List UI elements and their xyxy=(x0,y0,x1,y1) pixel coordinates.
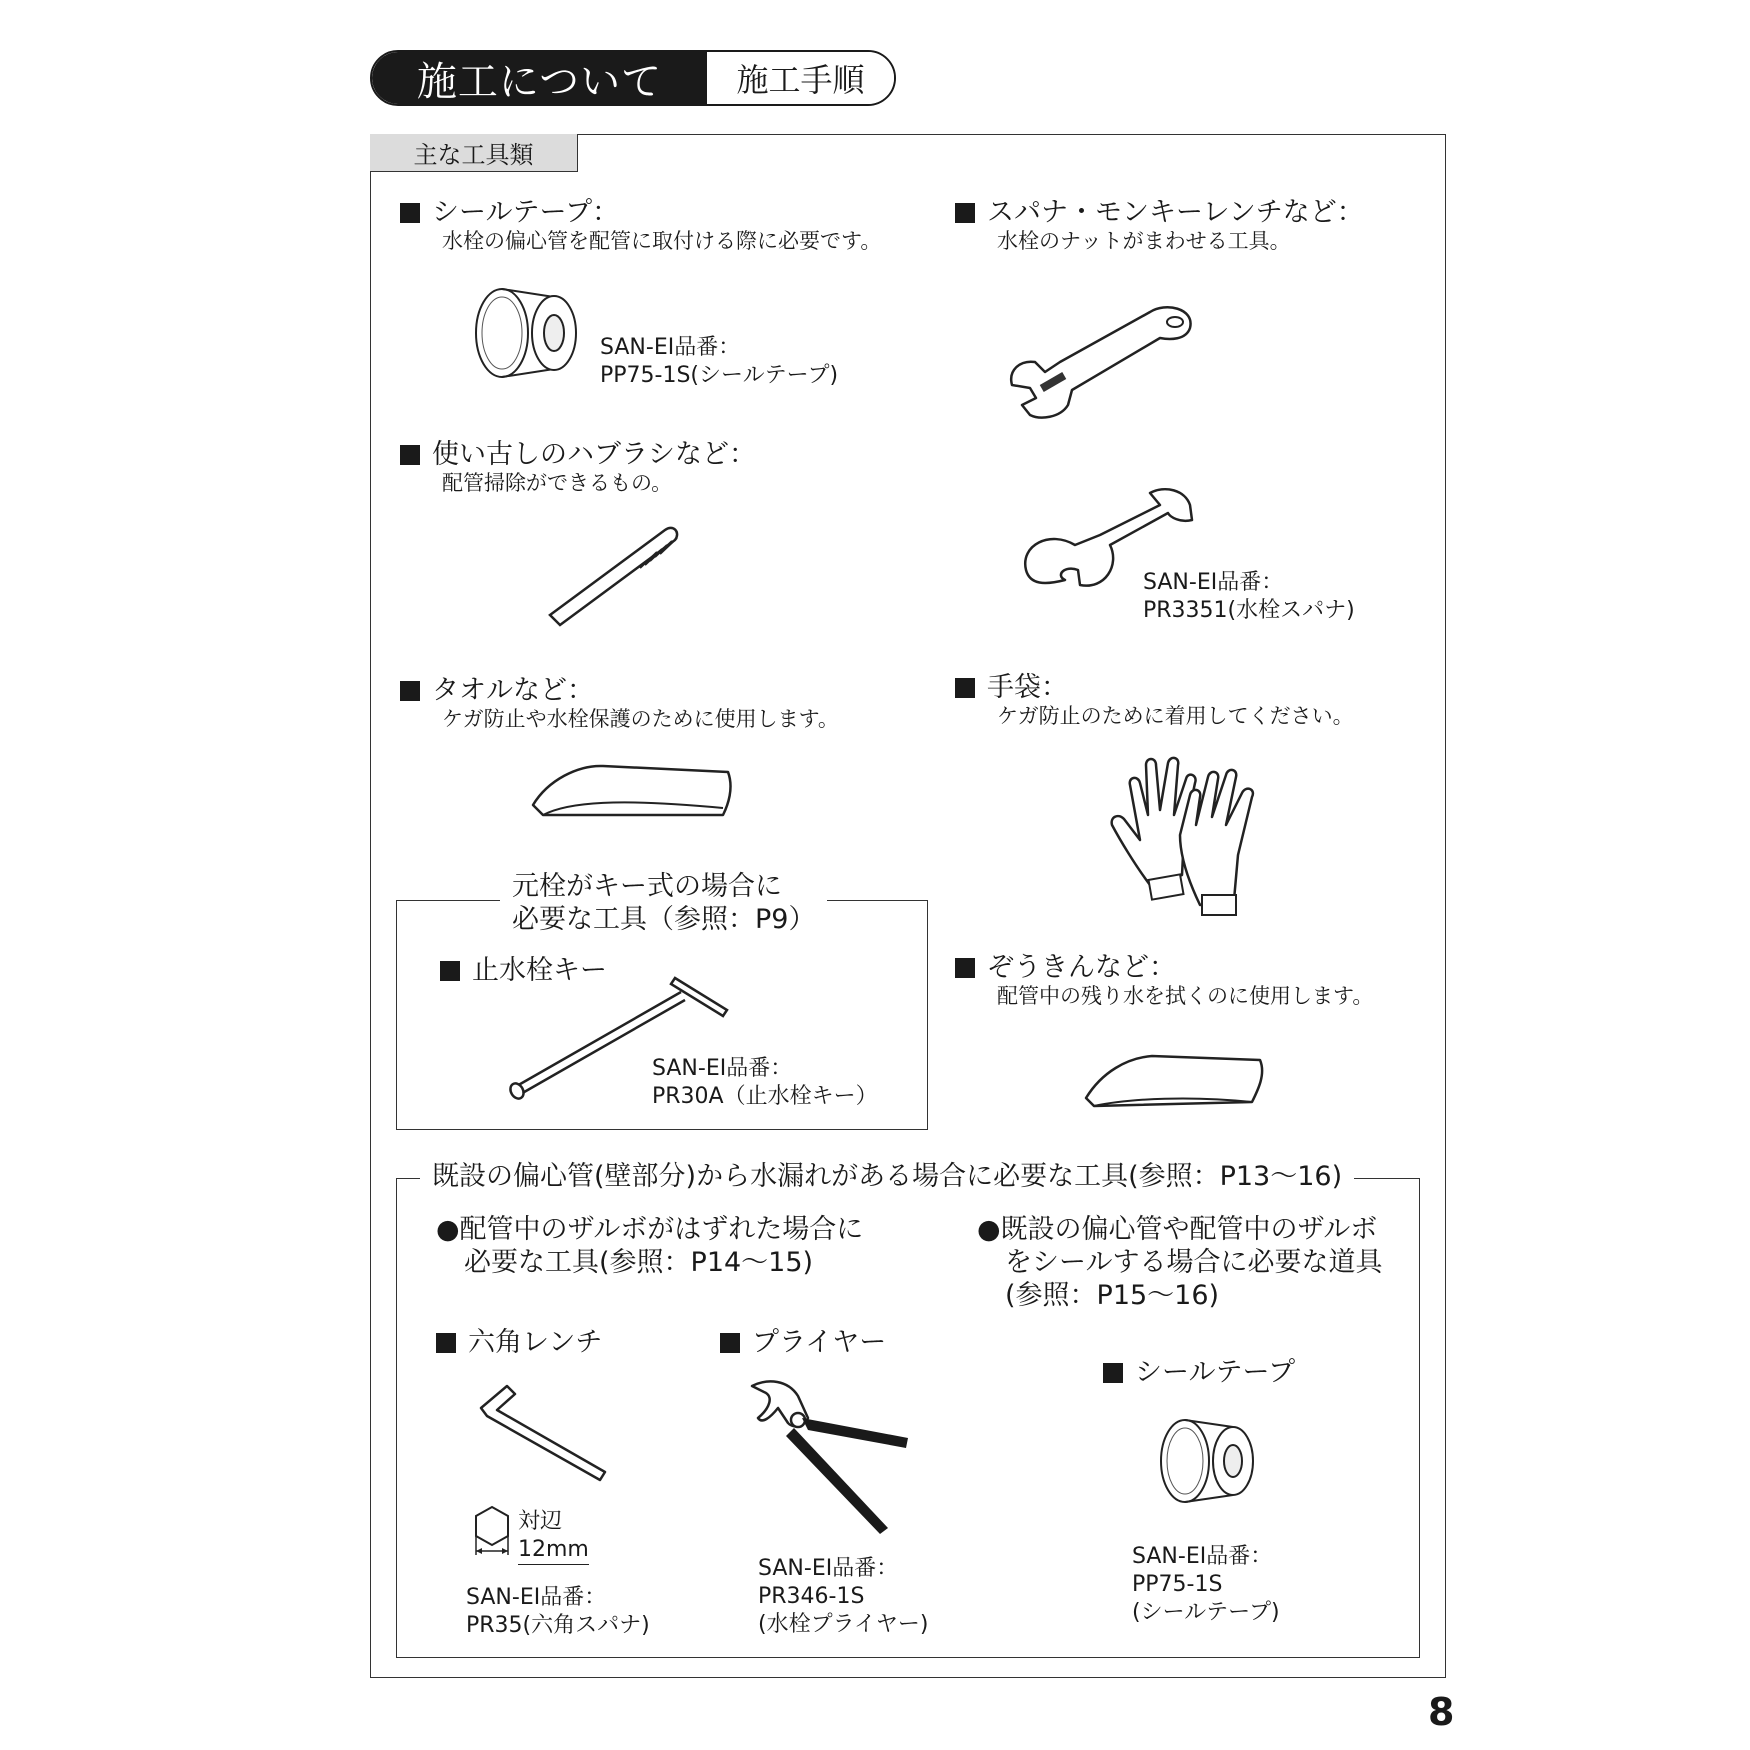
page-number: 8 xyxy=(1428,1690,1455,1734)
hex-wrench-title: 六角レンチ xyxy=(436,1320,602,1359)
section-header xyxy=(370,50,896,106)
hexagon-size-icon xyxy=(472,1505,522,1565)
hex-size-value: 12mm xyxy=(518,1536,589,1565)
section-subtitle: 施工手順 xyxy=(707,52,894,104)
seal-tape-2-part-label: SAN-EI品番： xyxy=(1132,1544,1273,1569)
seal-tape-title: シールテープ： xyxy=(400,190,619,229)
stop-valve-key-part-label: SAN-EI品番： xyxy=(652,1056,793,1081)
seal-tape-2-part-name: (シールテープ) xyxy=(1132,1600,1280,1625)
stop-valve-key-part-no: PR30A（止水栓キー） xyxy=(652,1084,878,1109)
hex-size-label: 対辺 xyxy=(518,1509,563,1534)
square-bullet-icon xyxy=(440,961,460,981)
towel-desc: ケガ防止や水栓保護のために使用します。 xyxy=(442,707,839,731)
square-bullet-icon xyxy=(955,203,975,223)
square-bullet-icon xyxy=(720,1333,740,1353)
square-bullet-icon xyxy=(400,681,420,701)
key-box-legend: 元栓がキー式の場合に 必要な工具（参照：P9） xyxy=(500,870,827,936)
spanner-part-no: PR3351(水栓スパナ) xyxy=(1143,598,1355,623)
seal-tape-part-label: SAN-EI品番： xyxy=(600,335,741,360)
toothbrush-desc: 配管掃除ができるもの。 xyxy=(442,471,673,495)
gloves-icon xyxy=(1110,755,1260,915)
square-bullet-icon xyxy=(1103,1363,1123,1383)
spanner-desc: 水栓のナットがまわせる工具。 xyxy=(997,229,1291,253)
toothbrush-title: 使い古しのハブラシなど： xyxy=(400,432,756,471)
rag-title: ぞうきんなど： xyxy=(955,945,1176,984)
pliers-part-label: SAN-EI品番： xyxy=(758,1556,899,1581)
square-bullet-icon xyxy=(955,958,975,978)
pliers-title: プライヤー xyxy=(720,1320,886,1359)
towel-title: タオルなど： xyxy=(400,668,594,707)
gloves-title: 手袋： xyxy=(955,665,1068,704)
leak-left-heading: ●配管中のザルボがはずれた場合に 必要な工具(参照：P14～15) xyxy=(436,1214,864,1278)
pliers-part-name: (水栓プライヤー) xyxy=(758,1612,929,1637)
stop-valve-key-title: 止水栓キー xyxy=(440,948,607,987)
pliers-icon xyxy=(748,1378,918,1538)
seal-tape-2-title: シールテープ xyxy=(1103,1350,1295,1389)
seal-tape-2-part-no: PP75-1S xyxy=(1132,1572,1223,1597)
seal-tape-icon xyxy=(470,285,590,385)
square-bullet-icon xyxy=(955,678,975,698)
rag-icon xyxy=(1082,1050,1272,1115)
towel-icon xyxy=(528,760,738,825)
hex-wrench-part-label: SAN-EI品番： xyxy=(466,1585,607,1610)
leak-box-legend: 既設の偏心管(壁部分)から水漏れがある場合に必要な工具(参照：P13～16) xyxy=(420,1160,1354,1193)
hex-wrench-part-no: PR35(六角スパナ) xyxy=(466,1613,650,1638)
seal-tape-desc: 水栓の偏心管を配管に取付ける際に必要です。 xyxy=(442,229,882,253)
square-bullet-icon xyxy=(436,1333,456,1353)
tools-tab: 主な工具類 xyxy=(370,134,578,172)
rag-desc: 配管中の残り水を拭くのに使用します。 xyxy=(997,984,1374,1008)
leak-right-heading: ●既設の偏心管や配管中のザルボ をシールする場合に必要な道具 (参照：P15～16) xyxy=(977,1214,1383,1311)
square-bullet-icon xyxy=(400,203,420,223)
hex-wrench-icon xyxy=(475,1380,610,1480)
pliers-part-no: PR346-1S xyxy=(758,1584,865,1609)
toothbrush-icon xyxy=(545,510,705,630)
square-bullet-icon xyxy=(400,445,420,465)
seal-tape-icon xyxy=(1155,1415,1265,1510)
spanner-title: スパナ・モンキーレンチなど： xyxy=(955,190,1364,229)
adjustable-wrench-icon xyxy=(1000,300,1210,430)
seal-tape-part-no: PP75-1S(シールテープ) xyxy=(600,363,839,388)
section-title: 施工について xyxy=(372,52,707,104)
gloves-desc: ケガ防止のために着用してください。 xyxy=(997,704,1354,728)
spanner-part-label: SAN-EI品番： xyxy=(1143,570,1284,595)
